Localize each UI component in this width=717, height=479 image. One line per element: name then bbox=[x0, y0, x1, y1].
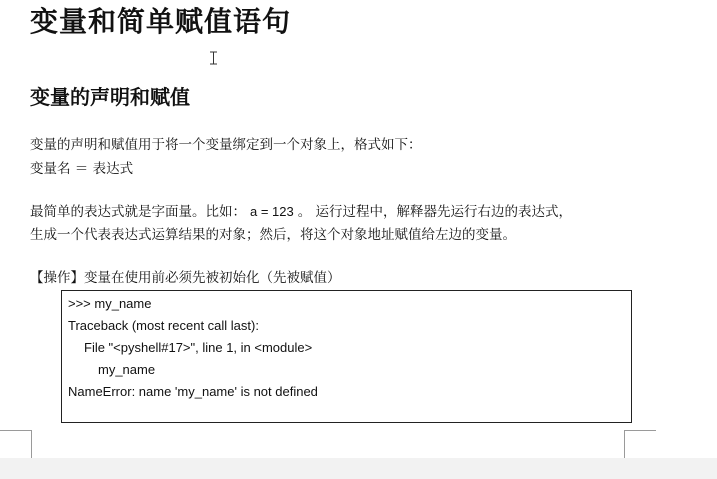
paragraph-intro: 变量的声明和赋值用于将一个变量绑定到一个对象上，格式如下： bbox=[30, 137, 422, 153]
code-line: Traceback (most recent call last): bbox=[68, 318, 259, 333]
operation-note bbox=[30, 268, 341, 288]
paragraph-literal bbox=[30, 202, 572, 222]
page-gap bbox=[0, 458, 717, 479]
page-title: 变量和简单赋值语句 bbox=[30, 5, 292, 38]
paragraph-literal-suffix: 。 运行过程中，解释器先运行右边的表达式， bbox=[297, 204, 573, 220]
page-corner-mark-left bbox=[0, 430, 32, 458]
paragraph-result: 生成一个代表表达式运算结果的对象；然后，将这个对象地址赋值给左边的变量。 bbox=[30, 227, 516, 243]
code-line: >>> my_name bbox=[68, 296, 152, 311]
inline-code-example: a = 123 bbox=[250, 204, 294, 219]
code-box bbox=[61, 290, 632, 423]
operation-note-text: 变量在使用前必须先被初始化（先被赋值） bbox=[84, 270, 341, 286]
syntax-line: 变量名 ＝ 表达式 bbox=[30, 161, 134, 177]
section-heading: 变量的声明和赋值 bbox=[30, 85, 190, 109]
code-line: File "<pyshell#17>", line 1, in <module> bbox=[84, 340, 313, 355]
operation-bracket-label: 【操作】 bbox=[30, 270, 84, 286]
paragraph-literal-prefix: 最简单的表达式就是字面量。比如： bbox=[30, 204, 246, 220]
text-cursor-icon bbox=[209, 51, 218, 65]
code-line: my_name bbox=[98, 362, 156, 377]
page-corner-mark-right bbox=[624, 430, 656, 458]
code-line: NameError: name 'my_name' is not defined bbox=[68, 384, 318, 399]
